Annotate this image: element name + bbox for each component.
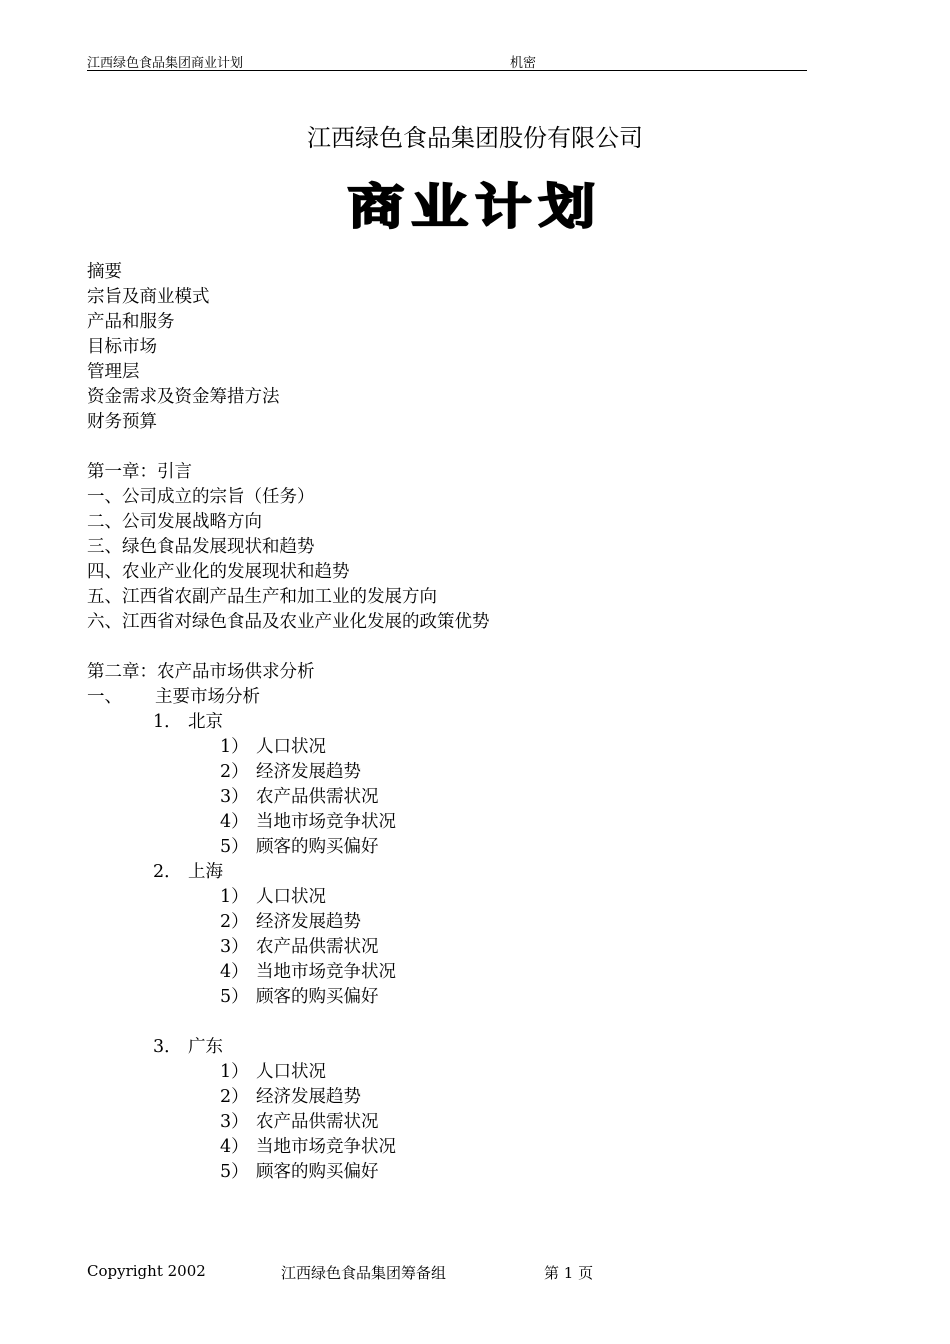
toc-item: 三、绿色食品发展现状和趋势 bbox=[87, 537, 315, 557]
market-name: 广东 bbox=[188, 1037, 223, 1057]
subitem-number: 1） bbox=[220, 887, 249, 907]
chapter-title: 第一章：引言 bbox=[87, 462, 192, 482]
subitem-text: 人口状况 bbox=[256, 737, 326, 757]
subitem-number: 4） bbox=[220, 962, 249, 982]
market-number: 2． bbox=[153, 862, 182, 882]
toc-item: 六、江西省对绿色食品及农业产业化发展的政策优势 bbox=[87, 612, 490, 632]
subitem-number: 5） bbox=[220, 1162, 249, 1182]
section-title: 主要市场分析 bbox=[155, 687, 260, 707]
section-number: 一、 bbox=[87, 687, 122, 707]
toc-item: 五、江西省农副产品生产和加工业的发展方向 bbox=[87, 587, 437, 607]
footer-page-number: 第 1 页 bbox=[544, 1264, 594, 1282]
subitem-text: 农产品供需状况 bbox=[256, 787, 379, 807]
toc-item: 二、公司发展战略方向 bbox=[87, 512, 262, 532]
subitem-text: 当地市场竞争状况 bbox=[256, 962, 396, 982]
subitem-number: 5） bbox=[220, 837, 249, 857]
subitem-text: 顾客的购买偏好 bbox=[256, 987, 379, 1007]
summary-item: 财务预算 bbox=[87, 412, 157, 432]
subitem-text: 顾客的购买偏好 bbox=[256, 837, 379, 857]
market-name: 上海 bbox=[188, 862, 223, 882]
subitem-text: 人口状况 bbox=[256, 887, 326, 907]
market-number: 1． bbox=[153, 712, 182, 732]
summary-item: 管理层 bbox=[87, 362, 140, 382]
subitem-text: 人口状况 bbox=[256, 1062, 326, 1082]
company-name: 江西绿色食品集团股份有限公司 bbox=[307, 124, 643, 152]
subitem-text: 农产品供需状况 bbox=[256, 937, 379, 957]
market-name: 北京 bbox=[188, 712, 223, 732]
subitem-text: 经济发展趋势 bbox=[256, 762, 361, 782]
toc-item: 四、农业产业化的发展现状和趋势 bbox=[87, 562, 350, 582]
summary-item: 摘要 bbox=[87, 262, 122, 282]
subitem-number: 3） bbox=[220, 787, 249, 807]
subitem-text: 当地市场竞争状况 bbox=[256, 1137, 396, 1157]
chapter-title: 第二章：农产品市场供求分析 bbox=[87, 662, 315, 682]
page-header bbox=[87, 52, 807, 71]
subitem-text: 经济发展趋势 bbox=[256, 1087, 361, 1107]
subitem-number: 3） bbox=[220, 1112, 249, 1132]
subitem-number: 2） bbox=[220, 762, 249, 782]
subitem-number: 3） bbox=[220, 937, 249, 957]
document-title: 商业计划 bbox=[347, 179, 603, 235]
subitem-number: 4） bbox=[220, 812, 249, 832]
subitem-number: 4） bbox=[220, 1137, 249, 1157]
summary-item: 宗旨及商业模式 bbox=[87, 287, 210, 307]
header-confidential: 机密 bbox=[510, 56, 537, 71]
subitem-number: 5） bbox=[220, 987, 249, 1007]
summary-item: 目标市场 bbox=[87, 337, 157, 357]
subitem-text: 经济发展趋势 bbox=[256, 912, 361, 932]
summary-item: 资金需求及资金筹措方法 bbox=[87, 387, 280, 407]
subitem-number: 2） bbox=[220, 912, 249, 932]
summary-item: 产品和服务 bbox=[87, 312, 175, 332]
subitem-number: 1） bbox=[220, 1062, 249, 1082]
subitem-number: 2） bbox=[220, 1087, 249, 1107]
footer-organization: 江西绿色食品集团筹备组 bbox=[281, 1264, 447, 1282]
market-number: 3． bbox=[153, 1037, 182, 1057]
subitem-text: 顾客的购买偏好 bbox=[256, 1162, 379, 1182]
subitem-number: 1） bbox=[220, 737, 249, 757]
header-doc-name: 江西绿色食品集团商业计划 bbox=[87, 56, 244, 71]
subitem-text: 农产品供需状况 bbox=[256, 1112, 379, 1132]
footer-copyright: Copyright 2002 bbox=[87, 1262, 206, 1280]
toc-item: 一、公司成立的宗旨（任务） bbox=[87, 487, 315, 507]
subitem-text: 当地市场竞争状况 bbox=[256, 812, 396, 832]
